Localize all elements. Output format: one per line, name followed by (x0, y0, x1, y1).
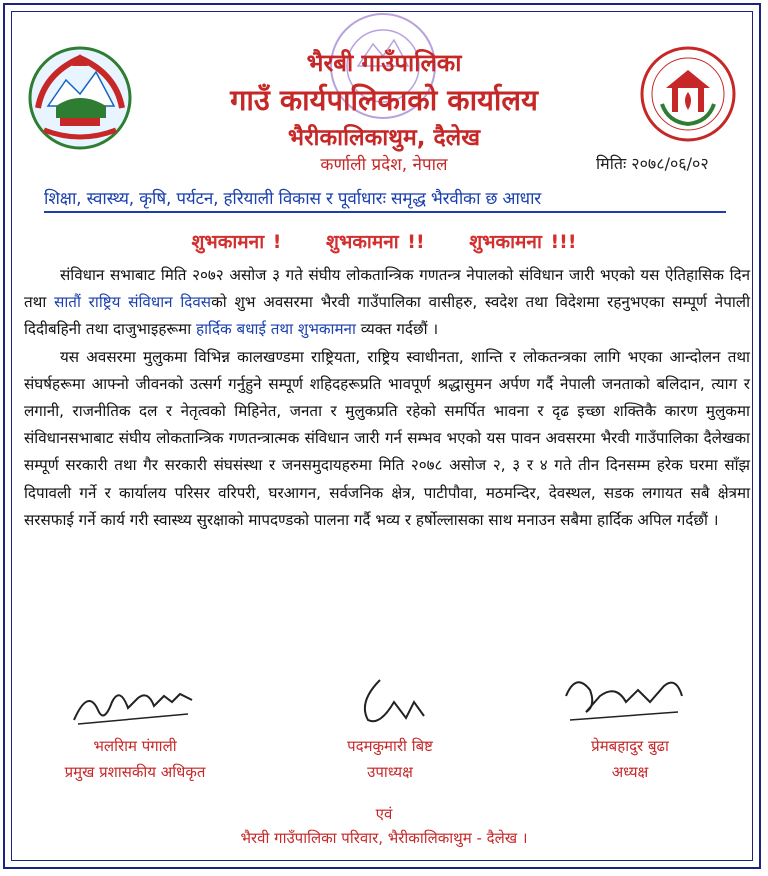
p1-text-a: संविधान सभाबाट मिति २०७२ असोज ३ गते संघीय लोकतान्त्रिक गणतन्त्र नेपालको संविधान जारी भएको यस ऐतिहासिक दिन तथा (24, 266, 750, 312)
footer-and: एवं (375, 805, 393, 823)
signature-cao-icon (68, 680, 198, 732)
office-title: गाउँ कार्यपालिकाको कार्यालय (230, 83, 538, 117)
paragraph-2: यस अवसरमा मुलुकमा विभिन्न कालखण्डमा राष्ट्रियता, राष्ट्रिय स्वाधीनता, शान्ति र लोकतन्त्रका लागि भएका आन्दोलन तथा संघर्षहरूमा आफ्नो जीवनको उत्सर्ग गर्नुहुने सम्पूर्ण शहिदहरूप्रति भावपूर्ण श्रद्धासुमन अर्पण गर्दै नेपाली जनताको बलिदान, त्याग र लगानी, राजनीतिक दल र नेतृत्वको मिहिनेत, जनता र मुलुकप्रति रहेको समर्पित भावना र दृढ इच्छा शक्तिकै कारण मुलुकमा संविधानसभाबाट संघीय लोकतान्त्रिक गणतन्त्रात्मक संविधान जारी गर्न सम्भव भएको यस पावन अवसरमा भैरवी गाउँपालिका दैलेखका सम्पूर्ण सरकारी तथा गैर सरकारी संघसंस्था र जनसमुदायहरुमा मिति २०७८ असोज २, ३ र ४ गते तीन दिनसम्म हरेक घरमा साँझ दिपावली गर्ने र कार्यालय परिसर वरिपरी, घरआगन, सर्वजनिक क्षेत्र, पाटीपौवा, मठमन्दिर, देवस्थल, सडक लगायत सबै क्षेत्रमा सरसफाई गर्ने कार्य गरी स्वास्थ्य सुरक्षाको मापदण्डको पालना गर्दै भव्य र हर्षोल्लासका साथ मनाउन सबैमा हार्दिक अपिल गर्दछौं । (24, 347, 750, 529)
signatory-name: भलरािम पंगाली (93, 737, 177, 755)
p1-text-c: व्यक्त गर्दछौं । (360, 320, 439, 339)
office-location: भैरीकालिकाथुम, दैलेख (287, 125, 481, 151)
signatory-cao (40, 736, 230, 782)
signatory-chair (540, 736, 720, 782)
org-name: भैरबी गाउँपालिका (306, 49, 462, 77)
constitution-day-highlight: सातौं राष्ट्रिय संविधान दिवस (54, 293, 212, 312)
p1-text-b: को शुभ अवसरमा भैरवी गाउँपालिका वासीहरु, स्वदेश तथा विदेशमा रहनुभएका सम्पूर्ण नेपाली दिदीबहिनी तथा दाजुभाइहरूमा (24, 293, 751, 339)
paragraph-1 (24, 262, 750, 344)
message-body (24, 262, 750, 534)
signatory-name: पदमकुमारी बिष्ट (347, 737, 433, 755)
signature-chair-icon (560, 666, 690, 732)
footer-family-line: भैरवी गाउँपालिका परिवार, भैरीकालिकाथुम - दैलेख । (240, 829, 528, 847)
letter-date: मितिः २०७८/०६/०२ (596, 154, 709, 173)
signature-vice-chair-icon (350, 672, 440, 730)
signatory-name: प्रेमबहादुर बुढा (591, 737, 669, 755)
signatory-post: अध्यक्ष (611, 763, 649, 781)
greetings (0, 228, 768, 254)
greeting-2: शुभकामना !! (326, 231, 425, 253)
signatory-vice-chair (300, 736, 480, 782)
slogan: शिक्षा, स्वास्थ्य, कृषि, पर्यटन, हरियाली विकास र पूर्वाधारः समृद्ध भैरवीका छ आधार (44, 186, 726, 213)
signatory-post: प्रमुख प्रशासकीय अधिकृत (64, 763, 206, 781)
signatory-post: उपाध्यक्ष (367, 763, 413, 781)
greeting-1: शुभकामना ! (191, 231, 282, 253)
greeting-3: शुभकामना !!! (469, 231, 577, 253)
wishes-highlight: हार्दिक बधाई तथा शुभकामना (196, 320, 356, 339)
province: कर्णाली प्रदेश, नेपाल (320, 155, 448, 175)
